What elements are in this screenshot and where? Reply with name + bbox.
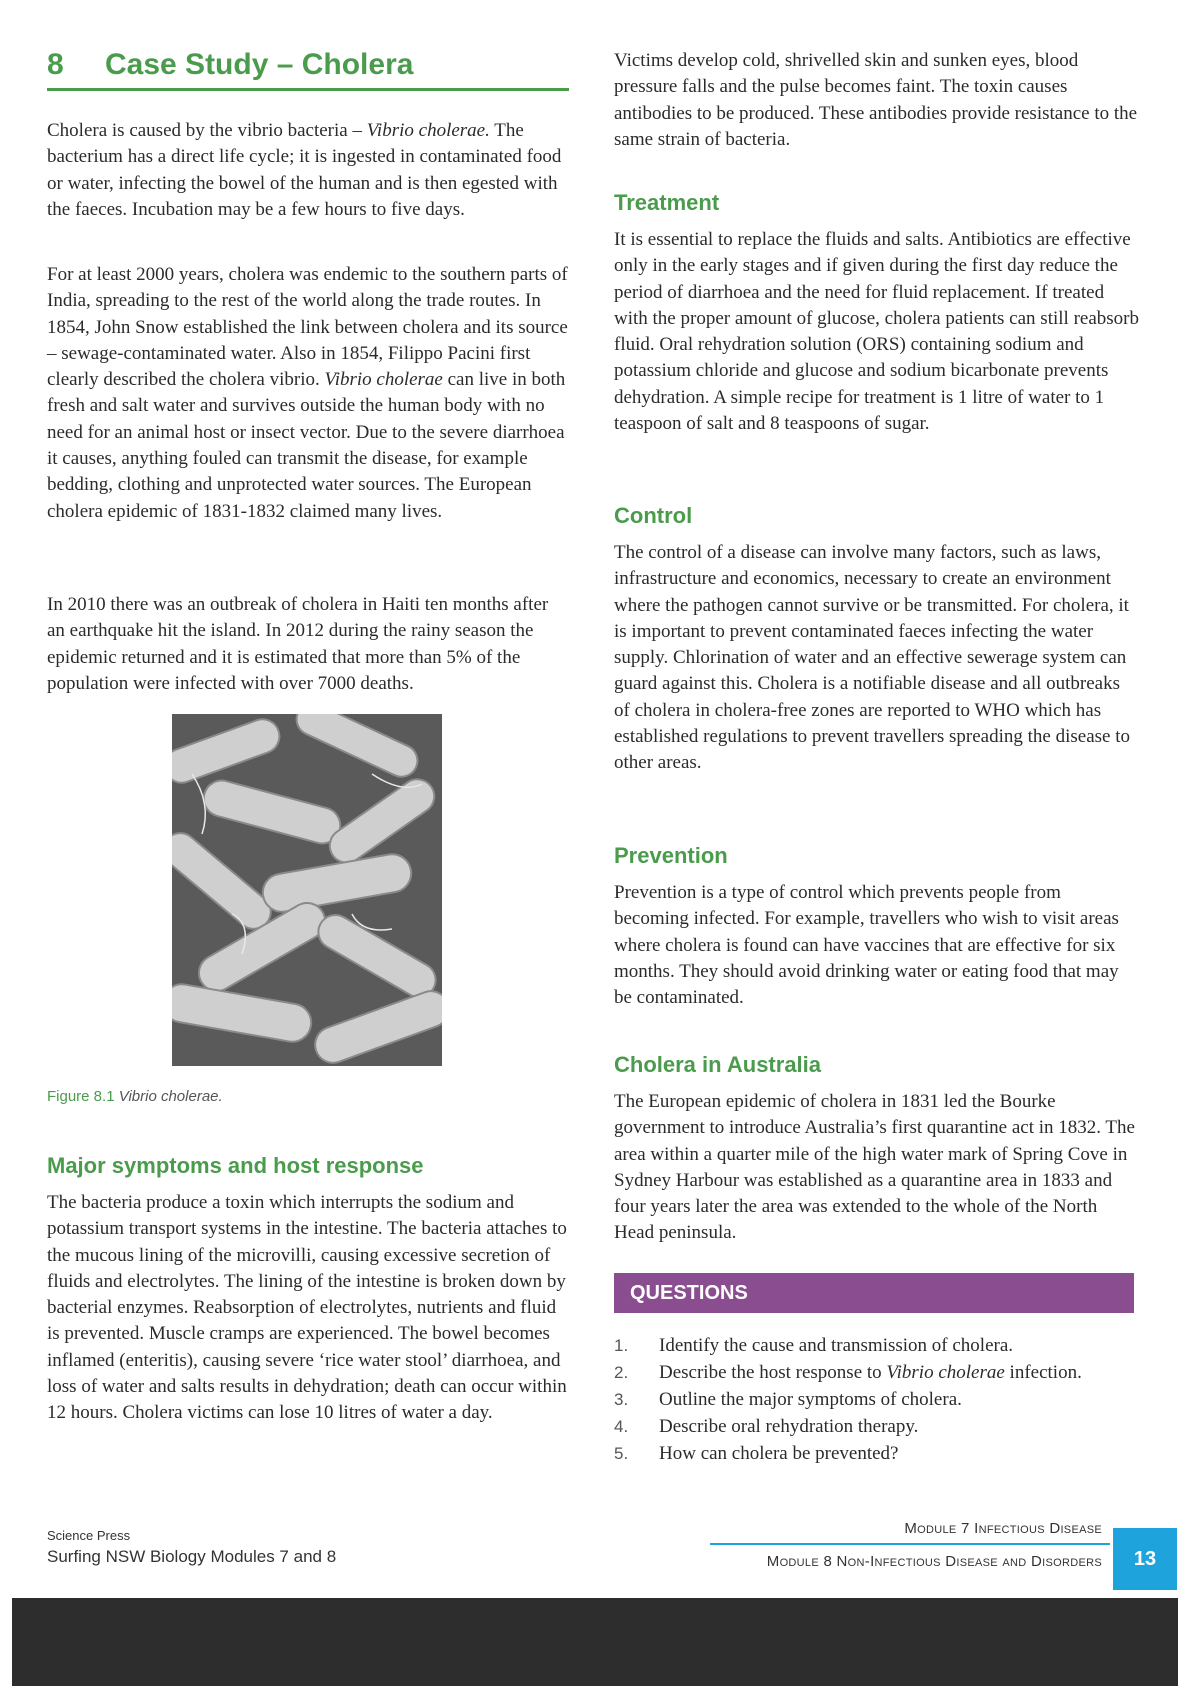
scan-bottom-band [12, 1598, 1178, 1686]
question-number: 4. [614, 1417, 629, 1436]
p1-text-b: The bacterium has a direct life cycle; it is ingested in contaminated food or water, infecting the bowel of the human and is then egested with the faeces. Incubation may be a few hours to five days. [47, 120, 562, 220]
symptoms-paragraph: The bacteria produce a toxin which interrupts the sodium and potassium transport systems in the intestine. The bacteria attaches to the mucous lining of the microvilli, causing excessive secretion of fluids and electrolytes. The lining of the intestine is broken down by bacterial enzymes. Reabsorption of electrolytes, nutrients and fluid is prevented. Muscle cramps are experienced. The bowel becomes inflamed (enteritis), causing severe ‘rice water stool’ diarrhoea, and loss of water and salts results in dehydration; death can occur within 12 hours. Cholera victims can lose 10 litres of water a day. [47, 1192, 567, 1424]
chapter-title [47, 48, 569, 91]
question-item [614, 1332, 1134, 1359]
history-paragraph [47, 262, 569, 525]
figure-caption-text: Vibrio cholerae. [118, 1088, 223, 1105]
prevention-heading: Prevention [614, 843, 728, 868]
question-number: 3. [614, 1390, 629, 1409]
p2-text-b: can live in both fresh and salt water and survives outside the human body with no need for an animal host or insect vector. Due to the severe diarrhoea it causes, anything fouled can transmit the disease, for example bedding, clothing and unprotected water sources. The European cholera epidemic of 1831-1832 claimed many lives. [47, 369, 566, 522]
page-number: 13 [1113, 1528, 1177, 1590]
question-text-a: Describe the host response to [659, 1362, 887, 1383]
figure-label: Figure 8.1 [47, 1088, 115, 1105]
question-item [614, 1413, 1134, 1440]
questions-heading: QUESTIONS [614, 1273, 1134, 1313]
module-7-label: Module 7 Infectious Disease [904, 1520, 1102, 1537]
question-item [614, 1440, 1134, 1467]
question-text-b: infection. [1004, 1362, 1082, 1383]
intro-paragraph [47, 118, 569, 223]
symptoms-heading: Major symptoms and host response [47, 1153, 424, 1178]
publisher-name: Science Press [47, 1528, 131, 1543]
control-paragraph: The control of a disease can involve many factors, such as laws, infrastructure and economics, necessary to create an environment where the pathogen cannot survive or be transmitted. For cholera, it is important to prevent contaminated faeces infecting the water supply. Chlorination of water and an effective sewerage system can guard against this. Cholera is a notifiable disease and all outbreaks of cholera in cholera-free zones are reported to WHO which has established regulations to prevent travellers spreading the disease to other areas. [614, 542, 1131, 774]
footer-divider [710, 1543, 1110, 1545]
questions-list [614, 1332, 1134, 1467]
question-number: 2. [614, 1363, 629, 1382]
treatment-heading: Treatment [614, 190, 720, 215]
footer-publisher-block [47, 1528, 336, 1567]
question-number: 1. [614, 1336, 629, 1355]
chapter-title-text: Case Study – Cholera [105, 48, 414, 81]
australia-paragraph: The European epidemic of cholera in 1831 led the Bourke government to introduce Australia’s first quarantine act in 1832. The area within a quarter mile of the high water mark of Spring Cove in Sydney Harbour was established as a quarantine area in 1833 and four years later the area was extended to the whole of the North Head peninsula. [614, 1091, 1135, 1244]
question-text: Outline the major symptoms of cholera. [659, 1389, 962, 1410]
p2-text-a: For at least 2000 years, cholera was endemic to the southern parts of India, spreading to the rest of the world along the trade routes. In 1854, John Snow established the link between cholera and its source – sewage-contaminated water. Also in 1854, Filippo Pacini first clearly described the cholera vibrio. [47, 264, 568, 391]
question-text-italic: Vibrio cholerae [886, 1362, 1005, 1383]
question-text [659, 1359, 1082, 1386]
question-item [614, 1386, 1134, 1413]
p1-italic: Vibrio cholerae. [366, 120, 490, 141]
question-text: How can cholera be prevented? [659, 1443, 899, 1464]
question-item [614, 1359, 1134, 1386]
chapter-number: 8 [47, 48, 64, 81]
p1-text-a: Cholera is caused by the vibrio bacteria – [47, 120, 367, 141]
p2-italic: Vibrio cholerae [324, 369, 443, 391]
footer-module-block [710, 1520, 1110, 1570]
treatment-paragraph: It is essential to replace the fluids and salts. Antibiotics are effective only in the early stages and if given during the first day reduce the period of diarrhoea and the need for fluid replacement. If treated with the proper amount of glucose, cholera patients can still reabsorb fluid. Oral rehydration solution (ORS) containing sodium and potassium chloride and glucose and sodium bicarbonate prevents dehydration. A simple recipe for treatment is 1 litre of water to 1 teaspoon of salt and 8 teaspoons of sugar. [614, 229, 1139, 435]
figure-caption [47, 1088, 223, 1105]
book-title: Surfing NSW Biology Modules 7 and 8 [47, 1547, 337, 1566]
haiti-paragraph: In 2010 there was an outbreak of cholera in Haiti ten months after an earthquake hit the island. In 2012 during the rainy season the epidemic returned and it is estimated that more than 5% of the population were infected with over 7000 deaths. [47, 594, 549, 694]
australia-heading: Cholera in Australia [614, 1052, 822, 1077]
control-heading: Control [614, 503, 693, 528]
symptoms-continued-paragraph: Victims develop cold, shrivelled skin and sunken eyes, blood pressure falls and the pulse becomes faint. The toxin causes antibodies to be produced. These antibodies provide resistance to the same strain of bacteria. [614, 50, 1138, 150]
question-number: 5. [614, 1444, 629, 1463]
question-text: Describe oral rehydration therapy. [659, 1416, 919, 1437]
bacteria-micrograph-icon [172, 714, 442, 1066]
prevention-paragraph: Prevention is a type of control which prevents people from becoming infected. For example, travellers who wish to visit areas where cholera is found can have vaccines that are effective for six months. They should avoid drinking water or eating food that may be contaminated. [614, 882, 1119, 1009]
vibrio-cholerae-photo [172, 714, 442, 1066]
question-text: Identify the cause and transmission of cholera. [659, 1335, 1014, 1356]
module-8-label: Module 8 Non-Infectious Disease and Disorders [766, 1553, 1102, 1570]
